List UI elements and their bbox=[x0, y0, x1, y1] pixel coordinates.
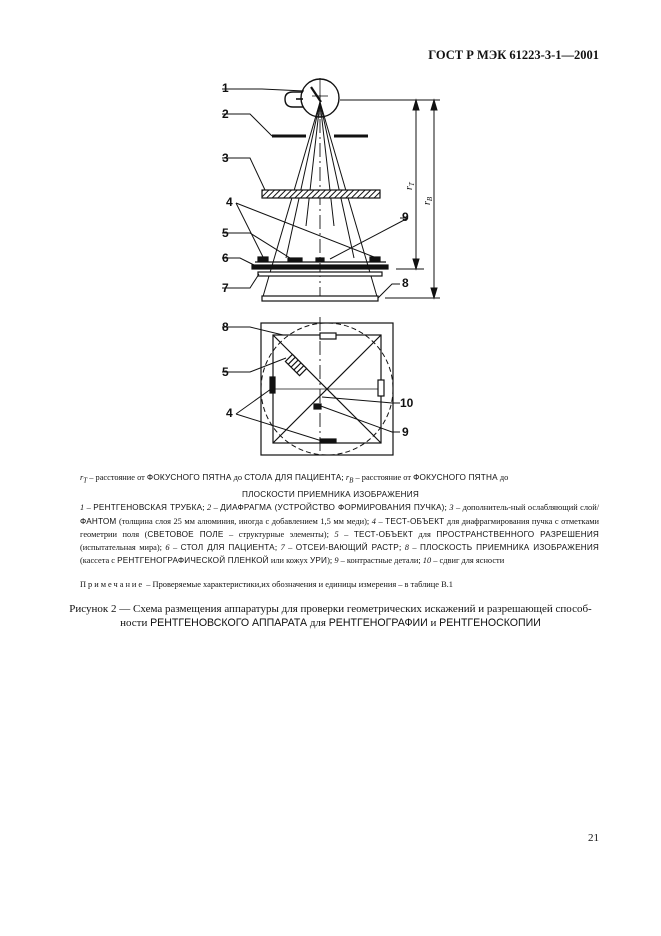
grid-shape bbox=[258, 272, 382, 276]
plan-top-marker bbox=[320, 333, 336, 339]
callout-8-plan: 8 bbox=[222, 320, 229, 334]
dim-label-rt: $r_Т$ bbox=[404, 182, 416, 190]
plan-resolution-object bbox=[285, 354, 306, 375]
plan-right-marker bbox=[378, 380, 384, 396]
callout-4: 4 bbox=[226, 195, 233, 209]
resolution-test-object-shape bbox=[288, 258, 302, 261]
contrast-detail-shape bbox=[316, 258, 324, 261]
callout-6: 6 bbox=[222, 251, 229, 265]
callout-9-plan: 9 bbox=[402, 425, 409, 439]
note-label: Примечание bbox=[80, 580, 145, 589]
phantom-shape bbox=[262, 190, 380, 198]
legend-distances: $r_Т$ – расстояние от ФОКУСНОГО ПЯТНА до СТОЛА ДЛЯ ПАЦИЕНТА; $r_B$ – расстояние от ФОКУСНОГО ПЯТНА до bbox=[80, 473, 509, 485]
test-object-4-left-shape bbox=[258, 257, 268, 261]
legend-items: 1 – РЕНТГЕНОВСКАЯ ТРУБКА; 2 – ДИАФРАГМА (УСТРОЙСТВО ФОРМИРОВАНИЯ ПУЧКА); 3 – дополнитель-ный ослабляющий слой/ФАНТОМ (толщина слоя 25 мм алюминия, иногда с добавлением 1,5 мм меди); 4 – ТЕСТ-ОБЪЕКТ для диафрагмирования пучка с отметками геометрии поля (СВЕТОВОЕ ПОЛЕ – структурные элементы); 5 – ТЕСТ-ОБЪЕКТ для ПРОСТРАНСТВЕННОГО РАЗРЕШЕНИЯ (испытательная мира); 6 – СТОЛ ДЛЯ ПАЦИЕНТА; 7 – ОТСЕИ-ВАЮЩИЙ РАСТР; 8 – ПЛОСКОСТЬ ПРИЕМНИКА ИЗОБРАЖЕНИЯ (кассета с РЕНТГЕНОГРАФИЧЕСКОЙ ПЛЕНКОЙ или кожух УРИ); 9 – контрастные детали; 10 – сдвиг для ясности bbox=[80, 503, 600, 566]
callout-10: 10 bbox=[400, 396, 414, 410]
callout-5: 5 bbox=[222, 226, 229, 240]
callout-8: 8 bbox=[402, 276, 409, 290]
callout-7: 7 bbox=[222, 281, 229, 295]
callout-2: 2 bbox=[222, 107, 229, 121]
xray-tube-shape bbox=[285, 78, 339, 117]
image-receptor-shape bbox=[262, 296, 378, 301]
test-object-4-right-shape bbox=[370, 257, 380, 261]
figure-note bbox=[80, 580, 453, 589]
callout-4-plan: 4 bbox=[226, 406, 233, 420]
plan-view bbox=[261, 323, 393, 455]
figure-caption: Рисунок 2 — Схема размещения аппаратуры для проверки геометрических искажений и разрешающей способ-ности РЕНТГЕНОВСКОГО АППАРАТА для РЕНТГЕНОГРАФИИ и РЕНТГЕНОСКОПИИ bbox=[69, 603, 592, 629]
callout-3: 3 bbox=[222, 151, 229, 165]
patient-table-shape bbox=[252, 265, 388, 269]
note-text: – Проверяемые характеристики,их обозначения и единицы измерения – в таблице В.1 bbox=[144, 580, 453, 589]
callout-5-plan: 5 bbox=[222, 365, 229, 379]
plan-left-marker bbox=[270, 377, 275, 393]
legend-receptor-plane: ПЛОСКОСТИ ПРИЕМНИКА ИЗОБРАЖЕНИЯ bbox=[242, 489, 419, 499]
dim-label-rb: $r_B$ bbox=[422, 196, 434, 205]
plan-bottom-marker bbox=[320, 439, 336, 443]
callout-1: 1 bbox=[222, 81, 229, 95]
plan-center-marker bbox=[314, 404, 321, 409]
figure-legend bbox=[62, 471, 599, 568]
page-number: 21 bbox=[588, 832, 599, 844]
standard-header: ГОСТ Р МЭК 61223-3-1—2001 bbox=[428, 48, 599, 62]
callout-9: 9 bbox=[402, 210, 409, 224]
